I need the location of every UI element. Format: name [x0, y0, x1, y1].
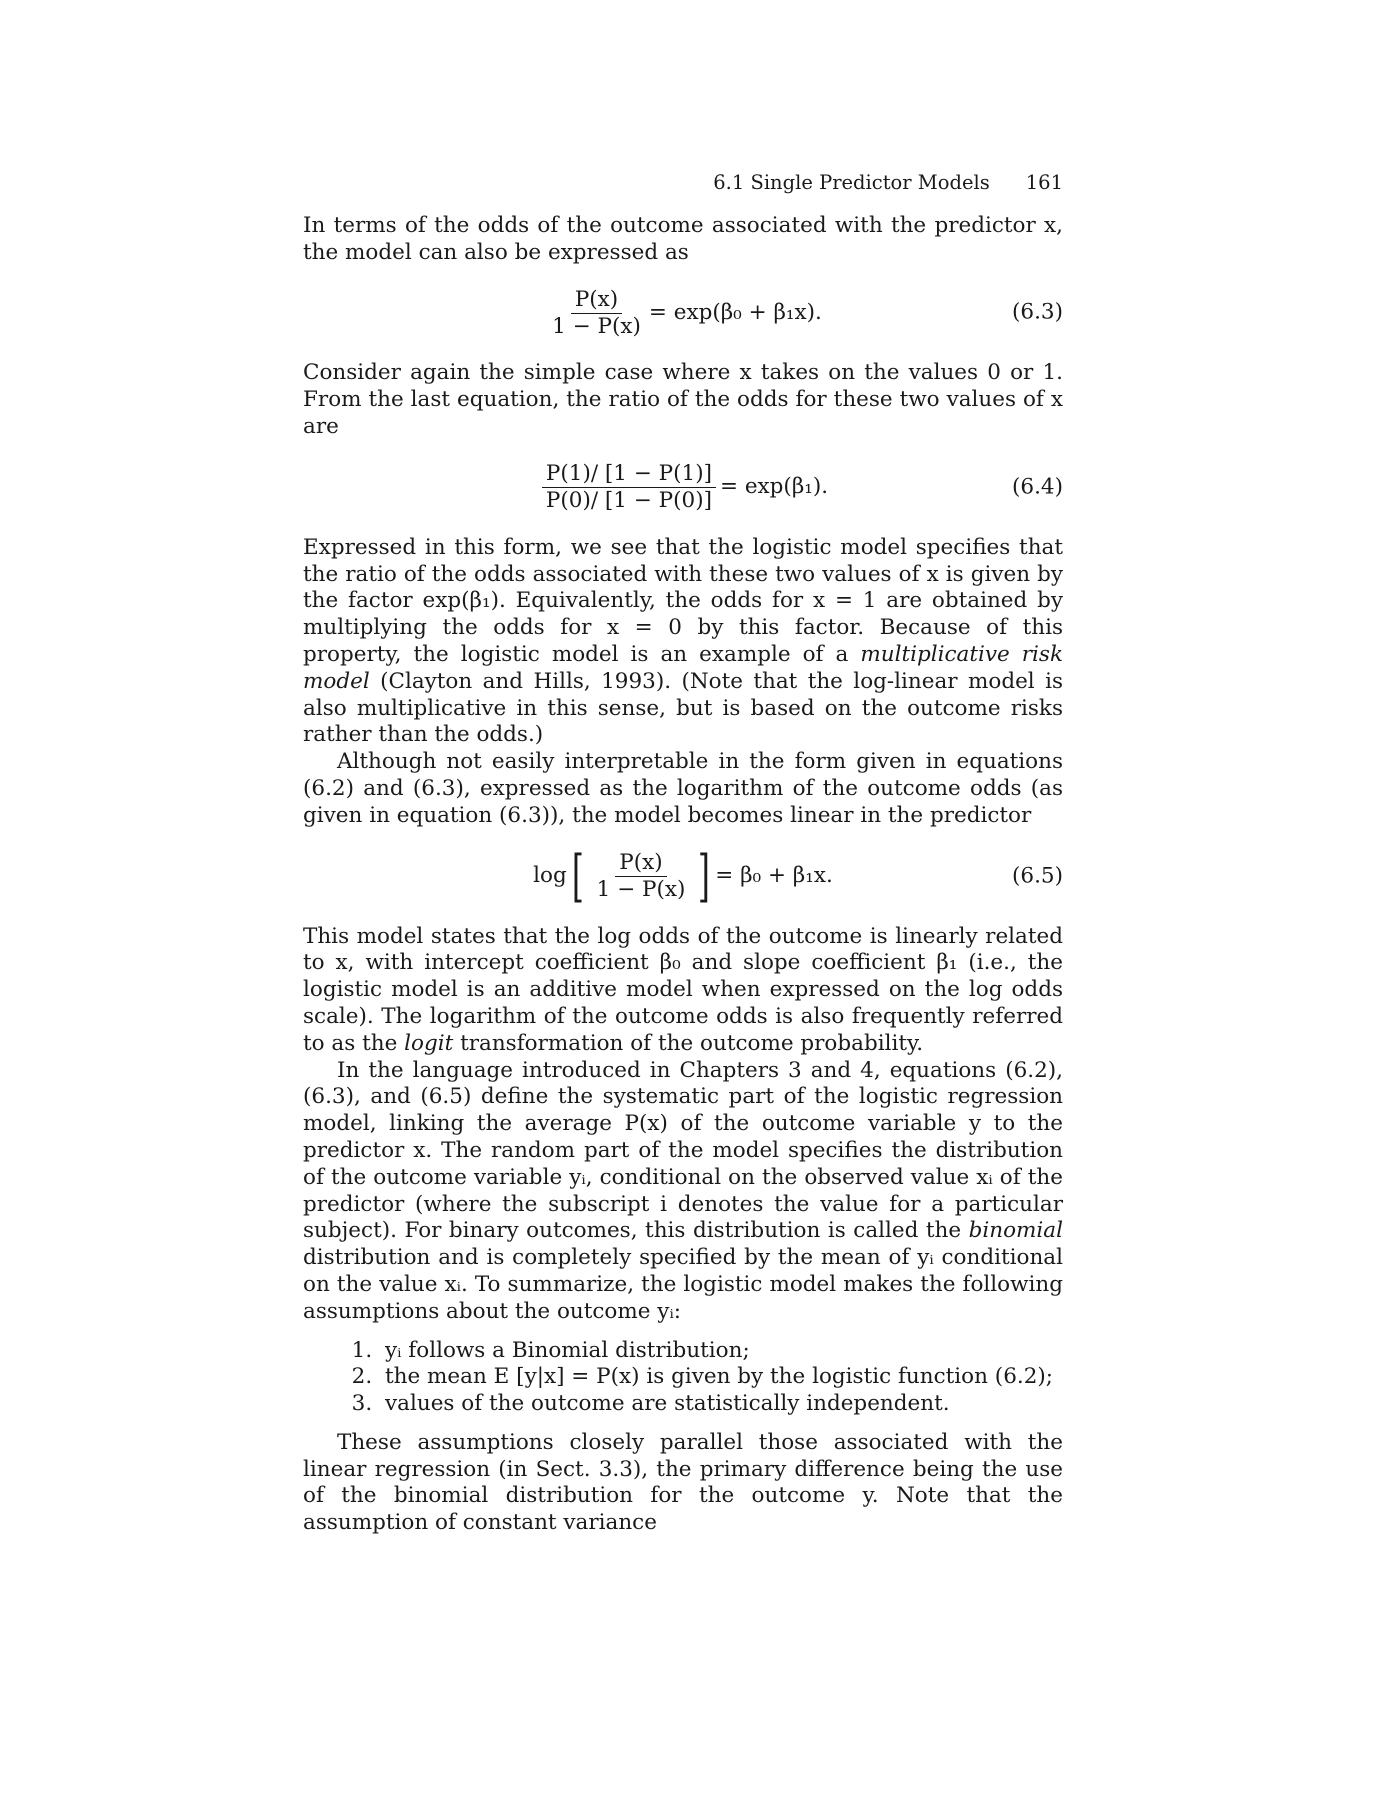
numerator: P(x) — [615, 850, 666, 877]
equation-rhs: = exp(β₀ + β₁x). — [648, 299, 822, 325]
numerator: P(x) — [571, 287, 622, 314]
fraction — [548, 287, 645, 340]
paragraph-4: Although not easily interpretable in the form given in equations (6.2) and (6.3), expressed as the logarithm of the outcome odds (as given in equation (6.3)), the model becomes linear in the predictor — [303, 749, 1063, 828]
text-run: This model states that the log odds of the outcome is linearly related to x, with intercept coefficient β₀ and slope coefficient β₁ (i.e., the logistic model is an additive model when expressed on the log odds scale). The logarithm of the outcome odds is also frequently referred to as the — [303, 923, 1063, 1056]
text-run: distribution and is completely specified by the mean of yᵢ conditional on the value xᵢ. To summarize, the logistic model makes the following assumptions about the outcome yᵢ: — [303, 1245, 1063, 1324]
running-head — [303, 170, 1063, 197]
numerator: P(1)/ [1 − P(1)] — [542, 461, 716, 488]
paragraph-6 — [303, 1058, 1063, 1326]
list-item: 2. the mean E [y|x] = P(x) is given by the logistic function (6.2); — [379, 1364, 1063, 1391]
equation-number: (6.3) — [1012, 299, 1063, 325]
section-title: 6.1 Single Predictor Models — [713, 171, 990, 194]
denominator: 1 − P(x) — [552, 313, 641, 339]
denominator: 1 − P(x) — [596, 877, 686, 903]
list-item: 1. yᵢ follows a Binomial distribution; — [379, 1338, 1063, 1365]
paragraph-2: Consider again the simple case where x takes on the values 0 or 1. From the last equation, the ratio of the odds for these two values of x are — [303, 360, 1063, 439]
denominator: P(0)/ [1 − P(0)] — [545, 488, 712, 514]
equation-6-3 — [303, 278, 1063, 348]
emphasis: multiplicative risk model — [303, 641, 1063, 694]
right-bracket: ] — [698, 843, 711, 909]
equation-6-5 — [303, 842, 1063, 912]
list-item: 3. values of the outcome are statistically independent. — [379, 1391, 1063, 1418]
fraction — [542, 461, 716, 514]
paragraph-5 — [303, 924, 1063, 1058]
equation-rhs: = exp(β₁). — [719, 474, 829, 500]
paragraph-3 — [303, 535, 1063, 749]
emphasis: logit — [404, 1030, 454, 1056]
assumption-list — [303, 1338, 1063, 1418]
log-operator: log — [533, 863, 567, 889]
paragraph-7: These assumptions closely parallel those associated with the linear regression (in Sect. 3.3), the primary difference being the use of the binomial distribution for the outcome y. Note that the assumption of constant variance — [303, 1429, 1063, 1536]
text-run: Expressed in this form, we see that the logistic model specifies that the ratio of the odds associated with these two values of x is given by the factor exp(β₁). Equivalently, the odds for x = 1 are obtained by multiplying the odds for x = 0 by this factor. Because of this property, the logistic model is an example of a — [303, 534, 1063, 667]
equation-number: (6.5) — [1012, 863, 1063, 889]
fraction — [593, 850, 690, 903]
text-run: transformation of the outcome probability. — [453, 1030, 924, 1056]
equation-6-4 — [303, 453, 1063, 523]
page — [303, 170, 1063, 1537]
text-run: (Clayton and Hills, 1993). (Note that the log-linear model is also multiplicative in this sense, but is based on the outcome risks rather than the odds.) — [303, 668, 1063, 748]
left-bracket: [ — [571, 843, 584, 909]
page-number: 161 — [1025, 171, 1063, 194]
emphasis: binomial — [968, 1218, 1063, 1244]
equation-rhs: = β₀ + β₁x. — [715, 863, 833, 889]
paragraph-1: In terms of the odds of the outcome associated with the predictor x, the model can also be expressed as — [303, 212, 1063, 265]
text-run: In the language introduced in Chapters 3 and 4, equations (6.2), (6.3), and (6.5) define the systematic part of the logistic regression model, linking the average P(x) of the outcome variable y to the predictor x. The random part of the model specifies the distribution of the outcome variable yᵢ, conditional on the observed value xᵢ of the predictor (where the subscript i denotes the value for a particular subject). For binary outcomes, this distribution is called the — [303, 1057, 1063, 1244]
equation-number: (6.4) — [1012, 474, 1063, 500]
